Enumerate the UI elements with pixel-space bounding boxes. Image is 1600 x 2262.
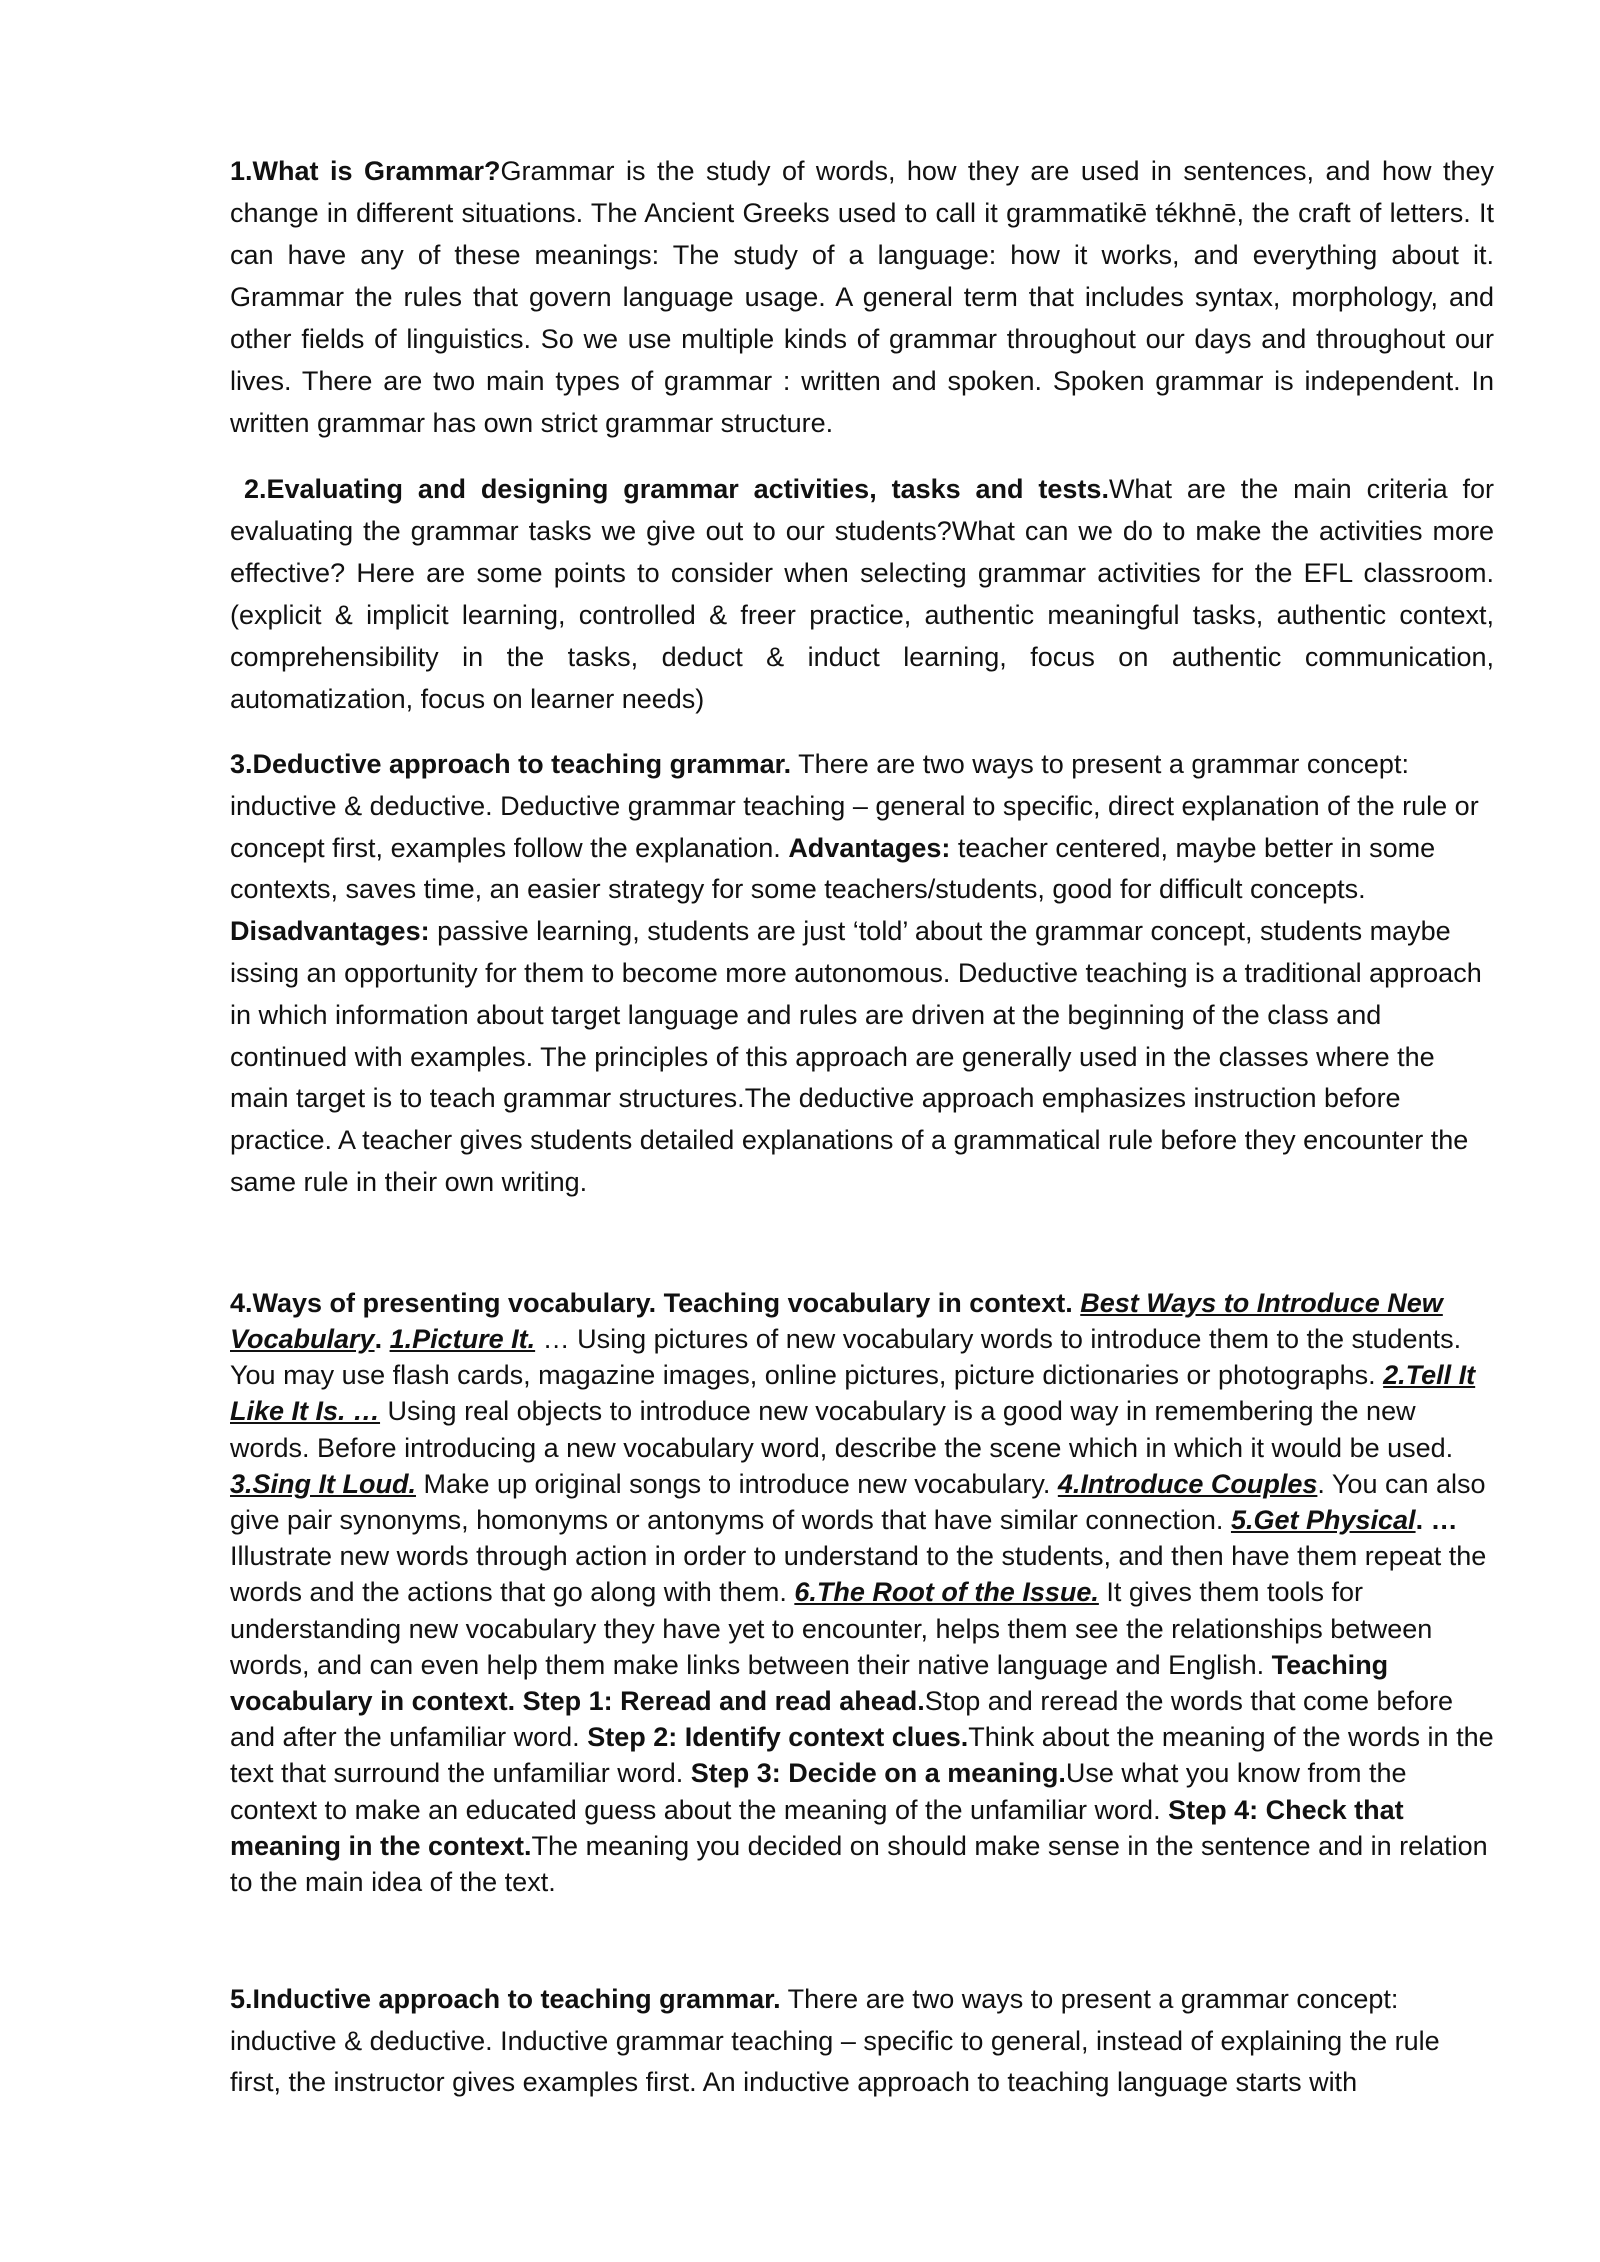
bold-text-run: Step 4: Check that meaning in the context. [230, 1794, 1404, 1861]
bold-text-run: 2.Evaluating and designing grammar activities, tasks and tests. [244, 474, 1109, 504]
bold-text-run: 1.What is Grammar? [230, 156, 501, 186]
body-text-run: … Using pictures of new vocabulary words to introduce them to the students. You may use flash cards, magazine images, online pictures, picture dictionaries or photographs. [230, 1323, 1462, 1391]
paragraph-presenting-vocabulary [230, 1285, 1494, 1900]
underlined-heading-run: 5.Get Physical [1230, 1504, 1416, 1535]
bold-text-run: 5.Inductive approach to teaching grammar. [230, 1984, 781, 2015]
body-text-run: passive learning, students are just ‘told’ about the grammar concept, students maybe issing an opportunity for them to become more autonomous. Deductive teaching is a traditional approach in which information about target language and rules are driven at the beginning of the class and continued with examples. The principles of this approach are generally used in the classes where the main target is to teach grammar structures.The deductive approach emphasizes instruction before practice. A teacher gives students detailed explanations of a grammatical rule before they encounter the same rule in their own writing. [230, 916, 1482, 1197]
paragraph-evaluating-grammar-activities [230, 468, 1494, 720]
body-text-run: What are the main criteria for evaluating the grammar tasks we give out to our students?What can we do to make the activities more effective? Here are some points to consider when selecting grammar activities for the EFL classroom. (explicit & implicit learning, controlled & freer practice, authentic meaningful tasks, authentic context, comprehensibility in the tasks, deduct & induct learning, focus on authentic communication, automatization, focus on learner needs) [230, 474, 1494, 714]
underlined-heading-run: Best Ways to Introduce New Vocabulary [230, 1287, 1443, 1354]
body-text-run: Think about the meaning of the words in the text that surround the unfamiliar word. [230, 1722, 1494, 1789]
bold-text-run: Step 2: Identify context clues. [587, 1722, 969, 1753]
body-text-run: Grammar is the study of words, how they are used in sentences, and how they change in different situations. The Ancient Greeks used to call it grammatikē tékhnē, the craft of letters. It can have any of these meanings: The study of a language: how it works, and everything about it. Grammar the rules that govern language usage. A general term that includes syntax, morphology, and other fields of linguistics. So we use multiple kinds of grammar throughout our days and throughout our lives. There are two main types of grammar : written and spoken. Spoken grammar is independent. In written grammar has own strict grammar structure. [230, 156, 1494, 438]
body-text-run: The meaning you decided on should make sense in the sentence and in relation to the main idea of the text. [230, 1830, 1488, 1898]
underlined-heading-run: 2.Tell It Like It Is. … [230, 1360, 1476, 1427]
body-text-run: Using real objects to introduce new vocabulary is a good way in remembering the new words. Before introducing a new vocabulary word, describe the scene which in which it would be used. [230, 1396, 1454, 1463]
bold-text-run: Step 3: Decide on a meaning. [690, 1758, 1066, 1789]
body-text-run: Make up original songs to introduce new vocabulary. [415, 1468, 1058, 1499]
body-text-run: Illustrate new words through action in order to understand to the students, and then have them repeat the words and the actions that go along with them. [230, 1541, 1487, 1608]
body-text-run: teacher centered, maybe better in some contexts, saves time, an easier strategy for some teachers/students, good for difficult concepts. [230, 832, 1436, 905]
bold-text-run: Teaching vocabulary in context. Step 1: Reread and read ahead. [230, 1649, 1389, 1716]
underlined-heading-run: 4.Introduce Couples [1057, 1468, 1318, 1499]
bold-text-run: Disadvantages: [230, 916, 430, 947]
paragraph-deductive-approach [230, 744, 1494, 1204]
body-text-run: Use what you know from the context to make an educated guess about the meaning of the unfamiliar word. [230, 1758, 1407, 1825]
underlined-heading-run: 3.Sing It Loud. [230, 1468, 416, 1499]
underlined-heading-run: 1.Picture It. [389, 1323, 536, 1354]
bold-text-run: 4.Ways of presenting vocabulary. Teaching vocabulary in context. [230, 1287, 1081, 1318]
bold-text-run: 3.Deductive approach to teaching grammar. [230, 749, 792, 779]
paragraph-inductive-approach [230, 1979, 1494, 2104]
bold-text-run: . [374, 1323, 390, 1354]
body-text-run: There are two ways to present a grammar concept: inductive & deductive. Deductive grammar teaching – general to specific, direct explanation of the rule or concept first, examples follow the explanation. [230, 749, 1479, 863]
body-text-run: There are two ways to present a grammar concept: inductive & deductive. Inductive grammar teaching – specific to general, instead of explaining the rule first, the instructor gives examples first. An inductive approach to teaching language starts with [230, 1984, 1440, 2098]
underlined-heading-run: 6.The Root of the Issue. [794, 1577, 1099, 1608]
body-text-run: It gives them tools for understanding new vocabulary they have yet to encounter, helps them see the relationships between words, and can even help them make links between their native language and English. [230, 1577, 1433, 1680]
bold-text-run: . … [1415, 1504, 1458, 1535]
paragraph-what-is-grammar [230, 150, 1494, 444]
document-page [230, 150, 1494, 2104]
bold-text-run: Advantages: [788, 832, 951, 863]
body-text-run: . You can also give pair synonyms, homonyms or antonyms of words that have similar connection. [230, 1468, 1486, 1535]
body-text-run: Stop and reread the words that come before and after the unfamiliar word. [230, 1686, 1454, 1753]
